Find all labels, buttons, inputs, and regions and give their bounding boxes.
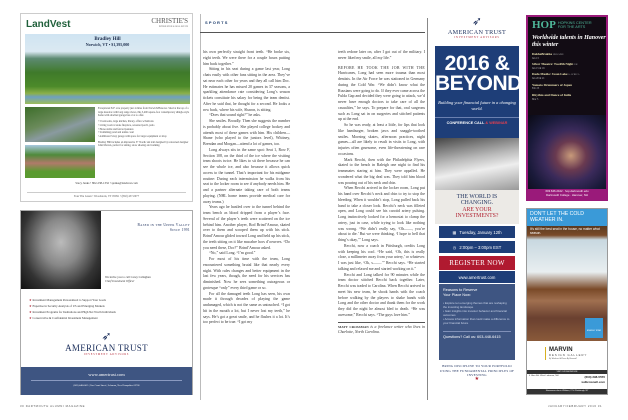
marvin-by: By Windows & Doors By Brownell xyxy=(549,358,577,360)
property-description xyxy=(98,107,190,148)
event-list xyxy=(532,53,606,104)
property-price: Norwich, VT • $1,395,000 xyxy=(85,42,130,47)
snowy-photo xyxy=(435,138,519,190)
marvin-windows-ad[interactable] xyxy=(526,208,608,395)
feature-item: • Horse stable and fenced pastures xyxy=(98,127,134,131)
american-trust-ad[interactable] xyxy=(20,210,193,395)
author-bio: is a freelance writer who lives in Charlotte, North Carolina. xyxy=(338,324,425,335)
world-line: THE WORLD IS xyxy=(456,194,498,200)
feature-item: • Additional 3-bay garage with space for larger equipment or shop xyxy=(98,134,167,138)
star-icon: ★ xyxy=(474,376,480,382)
event-date: Tuesday, January 12th xyxy=(459,229,502,235)
bring-text: BRING DISCIPLINE TO YOUR PORTFOLIO USING THE FUNDAMENTAL PRINCIPLES OF INVESTING xyxy=(439,364,515,378)
marvin-website[interactable]: wdbrownell.com xyxy=(581,379,605,384)
clock-icon: ◷ xyxy=(452,244,457,250)
office-address: Four The Green • Woodstock, VT 05091 • (802) 457-0977 xyxy=(27,192,186,198)
showroom-bar: VISIT OUR SHOWROOM xyxy=(527,370,607,374)
hop-headline: Worldwide talents in Hanover this winter xyxy=(532,35,606,48)
reason-item: • Access information that could make a difference to your financial future xyxy=(443,317,511,325)
reason-item: • Explore ten emerging themes that are reshaping the investing landscape xyxy=(443,301,511,309)
dancer-photo xyxy=(528,115,606,189)
world-changing-text xyxy=(435,190,519,224)
christies-name: CHRISTIE'S xyxy=(151,17,188,25)
christies-sub: INTERNATIONAL REAL ESTATE xyxy=(158,26,188,28)
website-link[interactable]: www.amertrust.com xyxy=(31,372,182,381)
invite-text xyxy=(105,275,151,284)
date-box xyxy=(439,226,515,238)
service-item: ★ Investment Programs for Institutions and High Net Worth Individuals xyxy=(29,309,116,315)
lead-rest: Hurricanes, Long had seen more trauma than most dentists. In the Air Force he was stationed in Germany during the Cold War. “We didn’t know what the Russians were going to do. If they ever came across the Fulda Gap and decided they were going to attack, we’d never have enough doctors to take care of all the casualties,” he says. To prepare for that, oral surgeons such as Long sat in on surgeries and stitched patients up at the end. xyxy=(338,71,425,122)
hopkins-logo xyxy=(532,19,592,31)
eagle-icon: ➶ xyxy=(471,14,483,28)
american-trust-webinar-ad[interactable] xyxy=(435,14,522,399)
advisor-photo xyxy=(21,211,101,289)
service-item: ★ Conservative & Confidential Investment Management xyxy=(29,315,116,321)
paragraph: his own perfectly straight front teeth. “He broke six, eight teeth. We were there for a couple hours putting him back together.” xyxy=(203,50,290,66)
house-photo-2 xyxy=(25,145,95,178)
event-item: Silver Theatre: Twelfth Night UK Jan 15 & 16 xyxy=(532,62,578,70)
time-box xyxy=(439,241,515,253)
paragraph: teeth redone later on, after I got out of the military. I never liked my smile, all my life.” xyxy=(338,50,425,60)
paragraph: “No,” said Long. “I’m good.” xyxy=(209,251,256,256)
since-line: Since 1991 xyxy=(169,228,190,232)
reasons-list xyxy=(443,301,511,326)
webinar-text: & WEBINAR xyxy=(484,121,508,125)
christies-logo xyxy=(151,19,188,29)
marvin-gallery: DESIGN GALLERY xyxy=(549,353,588,357)
marvin-tagline: It's still the best seat in the house, no matter what season. xyxy=(530,227,600,235)
hop-mark: HOP xyxy=(532,19,556,31)
header-rule xyxy=(200,32,425,33)
showrooms-line: Showrooms also in Williston, VT & Plattsburgh, NY xyxy=(527,389,607,394)
american-trust-logo xyxy=(21,329,192,356)
service-item: ★ Expertise in Security Analysis of US and Emerging Markets xyxy=(29,303,116,309)
hop-contact: 603.646.2422 · hop.dartmouth.edu xyxy=(545,189,589,193)
conf-text: CONFERENCE CALL xyxy=(446,121,485,125)
american-trust-logo xyxy=(435,14,519,39)
services-list xyxy=(29,297,116,321)
window-room-photo xyxy=(527,226,607,341)
event-item: Dada Masilo: Swan Lake S. AFRICA Jan 20 & 21 xyxy=(532,72,580,81)
feature-item: • 5 bedrooms, large kitchen, library, office w/built-ins xyxy=(98,120,154,124)
paragraph: For most of his time with the team, Long encountered something brutal like that nearly every night. With rules changes and better equipment in the last few years, though, the need for his services has diminished. Now he sees something outrageous or grotesque “only” every third game or so. xyxy=(203,257,290,290)
marvin-phone: (603) 298-5555 xyxy=(584,375,605,379)
article-column-2 xyxy=(338,50,425,336)
author-byline xyxy=(338,322,425,337)
hopkins-center-ad[interactable] xyxy=(526,15,608,201)
left-folio: 30 DARTMOUTH ALUMNI MAGAZINE xyxy=(20,404,86,408)
section-lead-paragraph xyxy=(338,66,425,124)
section-label: SPORTS xyxy=(205,20,229,25)
reasons-box xyxy=(439,284,515,360)
brand-sub: INVESTMENT ADVISORS xyxy=(83,353,130,356)
lead-in: BEFORE HE TOOK THE JOB WITH THE xyxy=(338,65,425,70)
reason-item: • Gain insights into investor behavior and financial outcomes xyxy=(443,309,511,317)
hop-footer xyxy=(528,189,606,199)
headline-line-1: 2016 & xyxy=(444,52,510,75)
conference-label xyxy=(435,117,519,125)
right-folio: JANUARY/FEBRUARY 2016 31 xyxy=(548,404,603,408)
description-text: Exceptional 84+ acre property just 4 miles from Norwich/Hanover. Sited at the top of a large meadow with long range views, this 5,400 square-foot contemporary shingle-style home with attached garage has a lot to offer. xyxy=(98,107,190,118)
agent-contact: Stacy Jenks • 802-238-1332 • sjenks@landvest.com xyxy=(75,181,138,185)
property-name: Bradley Hill xyxy=(94,37,121,42)
property-hero-photo xyxy=(25,34,190,104)
headline-block xyxy=(435,46,522,138)
event-item: Yamato Drummers of Japan Feb 23 xyxy=(532,82,573,91)
advisor-title: Chief Investment Officer xyxy=(105,279,135,284)
reasons-title: Reasons to Reserve Your Place Now: xyxy=(443,288,478,297)
closing-text: Bradley Hill includes an impressive 3+ Nordic ski trail designed by renowned designer John Morton, perfect for skiing, snow shoeing and walking. xyxy=(98,140,189,148)
contact-footer: (603) 448-6415 | One Court Street | Lebanon, New Hampshire 03766 xyxy=(73,384,140,387)
energy-star-badge: ENERGY STAR xyxy=(585,318,603,338)
paragraph: “Does that sound right?” he asks. xyxy=(209,113,261,118)
paragraph: She smiles. Broadly. Then she suggests the number is probably about five. She played college hockey and attends most of these games with him. His children—Shane (who played to the juniors level), Whitney, Brendan and Morgan—attend a lot of games, too. xyxy=(203,119,290,146)
brand-name: AMERICAN TRUST xyxy=(447,29,507,36)
website-link[interactable]: www.amertrust.com xyxy=(439,271,515,283)
headline xyxy=(435,52,522,95)
author-name: MATT CROSSMAN xyxy=(338,324,369,329)
article-divider xyxy=(427,18,428,400)
hop-name: HOPKINS CENTER FOR THE ARTS xyxy=(557,20,592,29)
paragraph: So he was ready, at least a little, for lips that look like hamburger, broken jaws and snaggle-toothed smiles. Morning skates, afternoon practices, night games—all are likely to result in visits to Long, with injuries often gruesome, even life-threatening on rare occasions. xyxy=(338,123,425,156)
based-line: Based in the Upper Valley xyxy=(137,223,190,227)
paragraph: Long always sits in the same spot: Seat 1, Row F, Section 108, on the third of the ice where the visiting team shoots twice. He likes to sit there because he can see the whole ice, and also because it allows quick access to the tunnel. That’s important for his midgame routine: During each intermission he walks from his seat to the locker room to see if anybody needs him. He and a partner alternate taking care of both teams playing. (NHL home teams provide medical care for away teams.) xyxy=(203,147,290,204)
marvin-address: 4 Glen Rd. West Lebanon, NH xyxy=(529,375,559,377)
calendar-icon: ▦ xyxy=(452,229,457,235)
contact-band xyxy=(21,367,192,395)
invite-line: We invite you to call Carey Callaghan xyxy=(105,275,151,279)
feature-item: • Living room w/stone fireplace, screened porch, patio xyxy=(98,123,155,127)
event-time: 2:00pm – 3:00pm EST xyxy=(459,244,502,250)
feature-list xyxy=(98,120,190,139)
world-line: CHANGING. xyxy=(460,200,494,207)
tagline: Building your financial future in a changing world. xyxy=(438,100,516,111)
paragraph: When Recchi arrived in the locker room, Long put his hand over Recchi’s neck and chin to try to stop the bleeding. When it wouldn’t stop, Long pulled back his hand to take a closer look. Recchi’s neck was filleted open, and Long could see his carotid artery pulsing. Long instinctively looked for a hemostat to clamp the artery, just in case, while trying to look like nothing was wrong. “We didn’t really say, ‘Oh——, you’re about to die.’ But we were thinking, ‘I hope to hell that thing’s okay,’” Long says. xyxy=(338,186,425,242)
eagle-icon: ➶ xyxy=(101,329,112,343)
marvin-logo xyxy=(545,347,587,360)
based-text xyxy=(105,223,190,233)
brand-name: AMERICAN TRUST xyxy=(65,343,148,353)
marvin-contact xyxy=(581,375,605,384)
world-line: INVESTMENTS? xyxy=(455,213,499,220)
marvin-brand: MARVIN xyxy=(549,347,573,353)
event-item: DakhaBrakha UKRAINE Jan 13 xyxy=(532,52,564,60)
house-photo xyxy=(25,107,95,142)
discipline-text xyxy=(437,364,517,382)
hop-location: Dartmouth College · Hanover, NH xyxy=(546,192,588,197)
landvest-ad[interactable] xyxy=(20,13,193,202)
article-column-1 xyxy=(203,50,290,326)
register-now-button[interactable]: REGISTER NOW xyxy=(439,256,515,270)
paragraph: Mark Recchi, then with the Philadelphia Flyers, skated to the bench in Raleigh one night to find his teammates staring at him. They were appalled. He wondered what the big deal was. They told him blood was pouring out of his neck and chin. xyxy=(338,157,425,185)
paragraph: Years ago he hustled over to the tunnel behind the team bench as blood dripped from a player’s face. Several of the player’s teeth were scattered on the ice behind him. Another player, Rod Brind’Amour, skated over to them and scooped them up with his stick. Brind’Amour glided toward Long and held up his stick, the teeth sitting on it like macabre hors d’oeuvres. “Do you need these, Doc?” Brind’Amour asked. xyxy=(203,205,290,250)
brand-sub: INVESTMENT ADVISORS xyxy=(454,36,500,39)
landvest-logo: LandVest xyxy=(26,19,71,30)
paragraph: Recchi, now a coach in Pittsburgh, credits Long with keeping his cool. “He said, ‘Oh, this is really close, a millimeter away from your artery,’ or whatever. I was just like, ‘Ok, s——.’” Recchi says. “He started talking and relaxed me and started working on it.” xyxy=(338,243,425,271)
paragraph: Recchi and Long talked for 90 minutes while the team doctor stitched Recchi back together. Later, Recchi was traded to Carolina. When Recchi arrived to meet his new team, he shook hands with the coach before walking by the players to shake hands with Long and the other doctor and thank them for the work they did the night he almost bled to death. “He was awesome,” Recchi says. “The guys love him.” xyxy=(338,272,425,317)
paragraph: For all the damaged teeth Long has seen, his own made it through decades of playing the game undamaged, which is not the same as untouched. “I got hit in the mouth a lot, but I never lost my teeth,” he says. He’s got a great smile, and he flashes it a lot. It’s too perfect to be true. “I got my xyxy=(203,291,290,325)
column-divider xyxy=(200,14,201,400)
property-title xyxy=(25,37,190,47)
feature-item: • Swimming pond and tennis court xyxy=(98,131,134,135)
marvin-headline: DON'T LET THE COLD WEATHER IN. xyxy=(527,209,607,226)
event-item: Rhythm and Dance of India Mar 5 xyxy=(532,92,572,101)
questions-phone: Questions? Call us: 603-448-6415 xyxy=(443,331,511,339)
headline-line-2: BEYOND xyxy=(435,72,522,95)
world-line: ARE YOUR xyxy=(462,206,492,213)
paragraph: Sitting in his seat during a game last year, Long chats easily with other fans sitting in the area. They’ve sat near each other for years and they all call him Doc. He estimates he has missed 20 games in 37 seasons, a sparkling attendance rate considering Long’s season tickets constitute his salary for being the team dentist. After he said that, he thought for a second. He looks a row back, where his wife, Sharon, is sitting. xyxy=(203,67,290,112)
service-item: ★ Investment Management Personalized to Support Your Goals xyxy=(29,297,116,303)
